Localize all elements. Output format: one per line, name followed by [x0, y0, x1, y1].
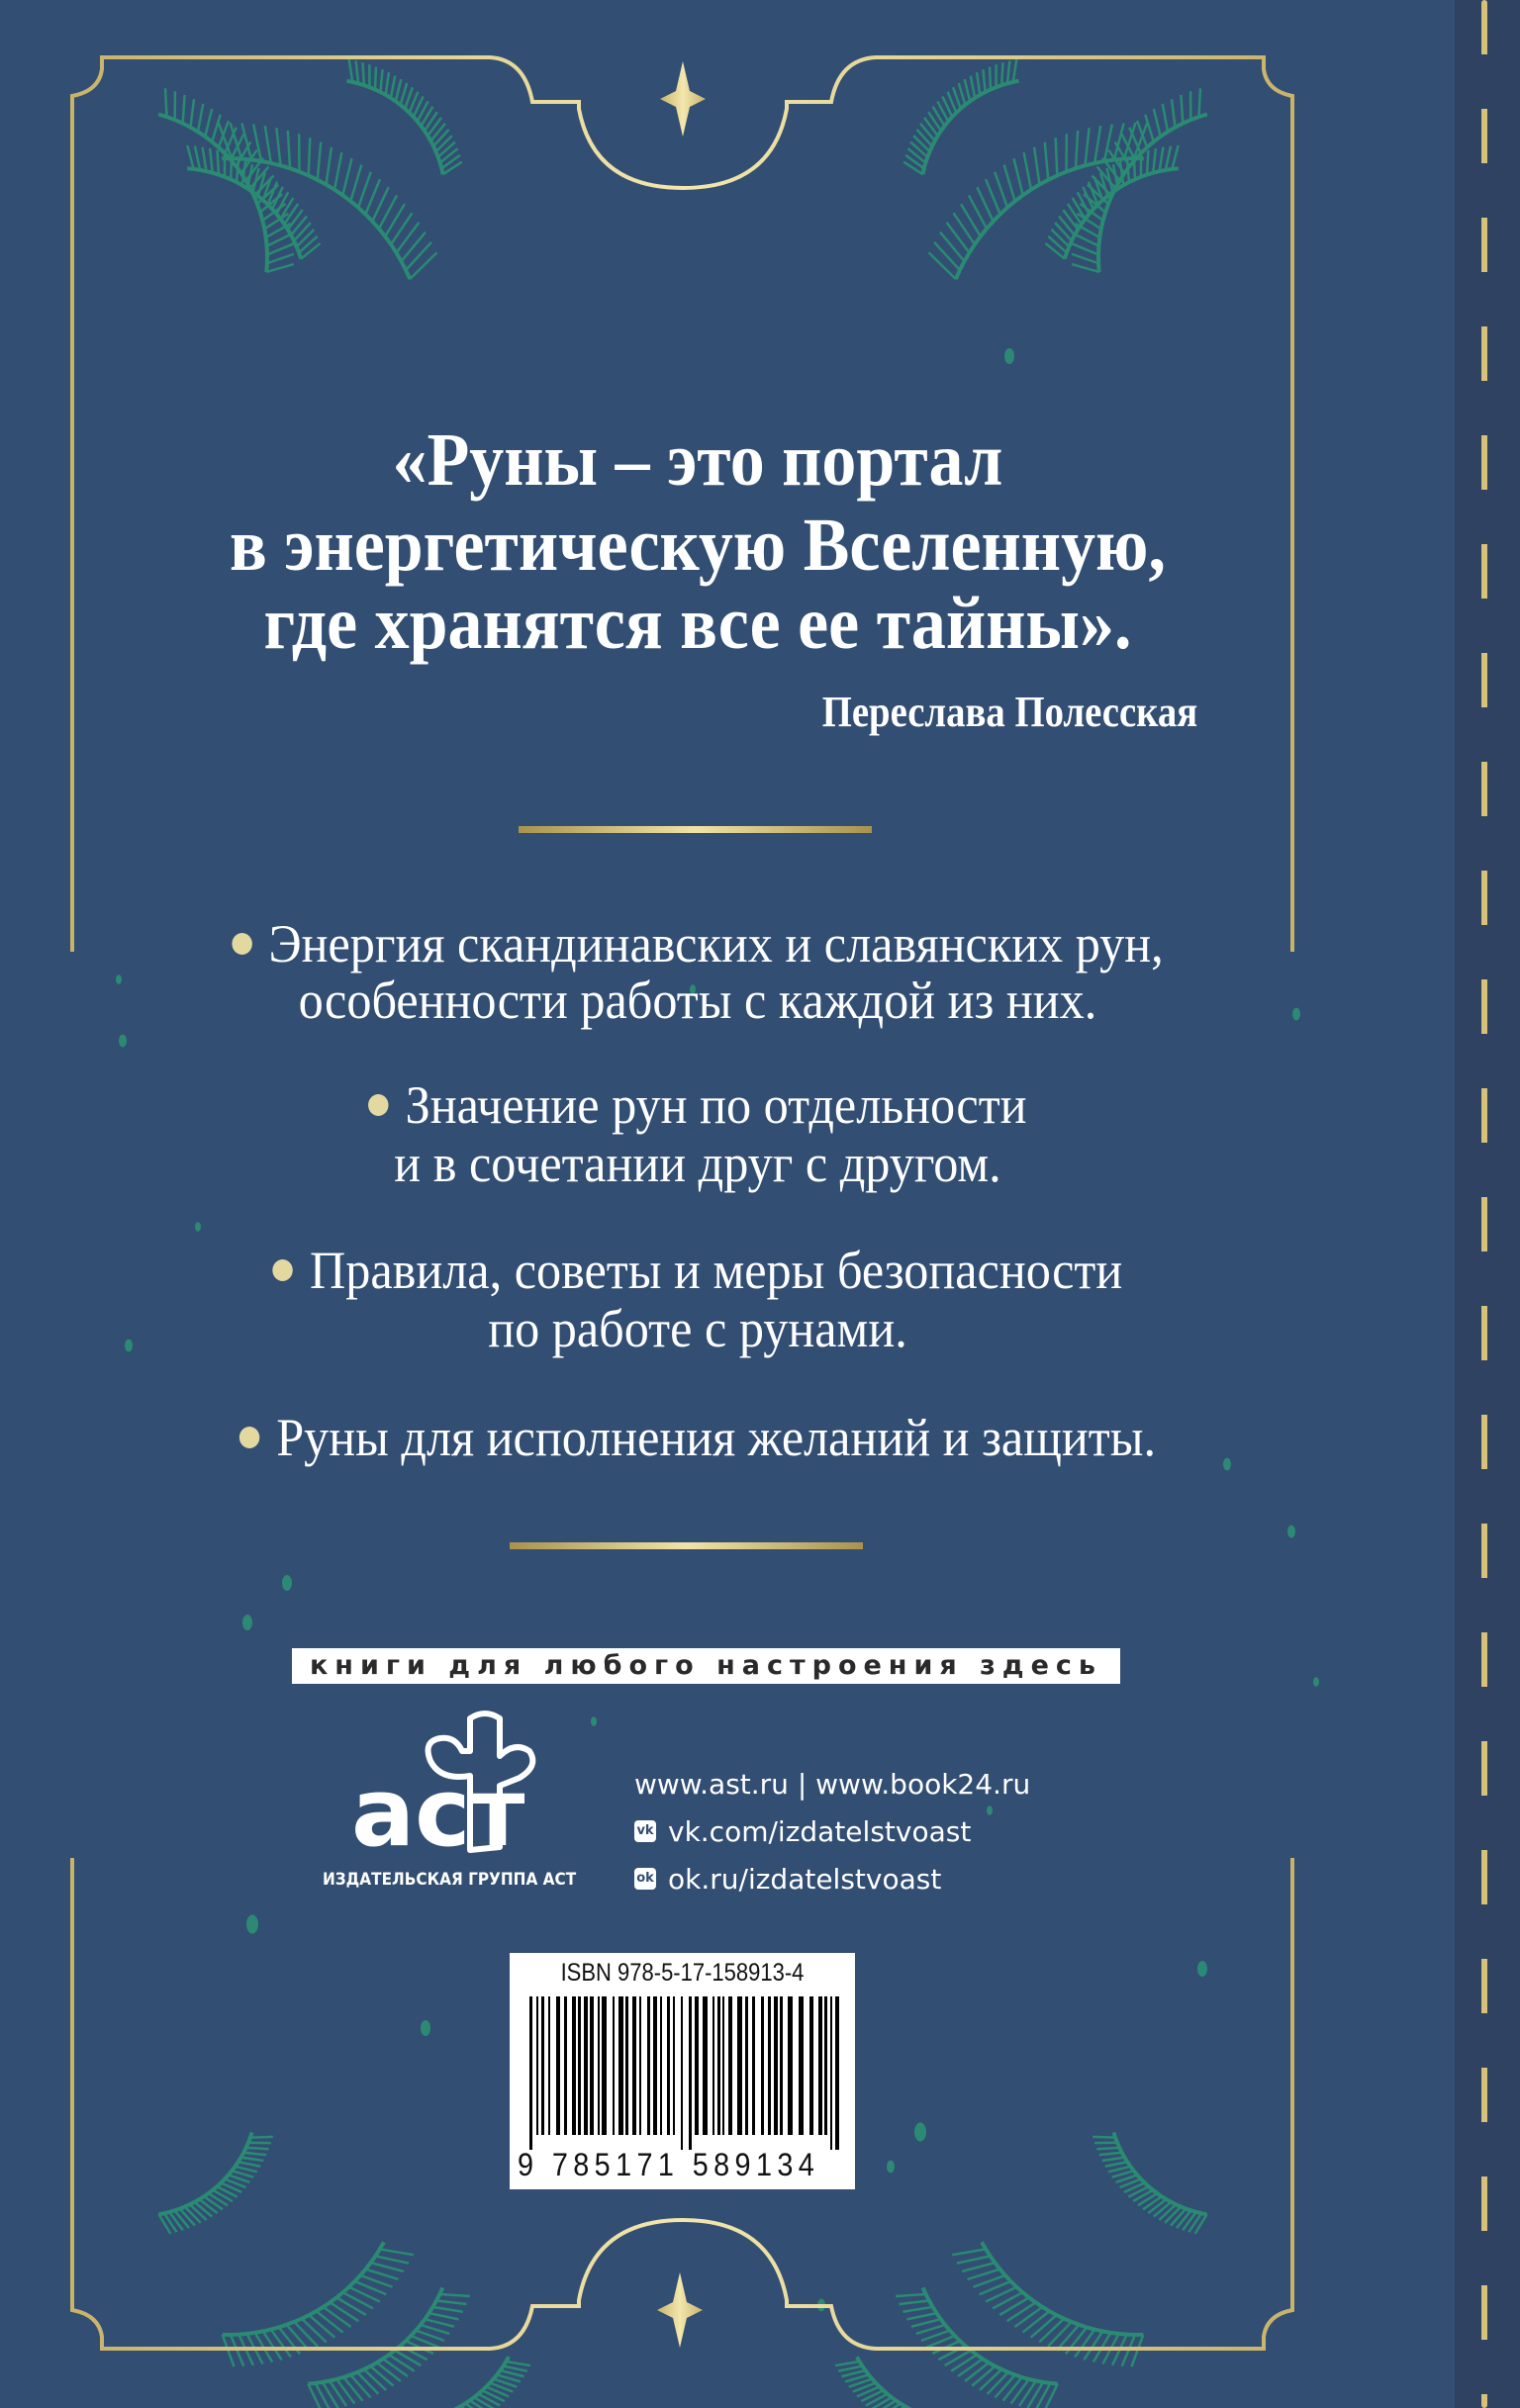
quote-author: Переслава Полесская — [821, 688, 1197, 736]
star-top-icon — [660, 61, 706, 137]
barcode-bar — [639, 1996, 641, 2135]
ast-logo — [351, 1707, 559, 1855]
star-dot — [887, 2161, 895, 2174]
star-dot — [987, 1806, 993, 1815]
logo-text: аст — [351, 1759, 525, 1855]
star-bottom-icon — [657, 2272, 703, 2348]
quote-line: в энергетическую Вселенную, — [230, 504, 1166, 587]
fern-leaf — [405, 2357, 530, 2408]
barcode-bar — [737, 1996, 742, 2135]
barcode-bar — [667, 1996, 670, 2135]
barcode-bar — [647, 1996, 650, 2135]
barcode-bars — [527, 1996, 844, 2150]
barcode-bar — [536, 1996, 538, 2135]
fern-leaf — [1072, 88, 1207, 272]
barcode-bar — [572, 1996, 576, 2135]
ok-link[interactable]: ok ok.ru/izdatelstvoast — [634, 1863, 941, 1897]
barcode-bar — [745, 1996, 748, 2135]
gold-divider — [519, 826, 872, 833]
barcode-bar — [653, 1996, 657, 2135]
barcode-bar — [818, 1996, 822, 2135]
fern-leaf — [1092, 2133, 1206, 2234]
vk-icon: vk — [634, 1820, 656, 1842]
fern-leaf — [835, 2357, 961, 2408]
ok-icon: ok — [634, 1868, 656, 1890]
barcode-bar — [830, 1996, 832, 2150]
star-dot — [1197, 1961, 1207, 1977]
bullet-dot-icon — [368, 1094, 388, 1116]
star-dot — [242, 1615, 252, 1630]
star-dot — [195, 1222, 201, 1232]
barcode-bar — [824, 1996, 827, 2135]
barcode-bar — [774, 1996, 778, 2135]
barcode-bar — [717, 1996, 720, 2135]
barcode-bar — [761, 1996, 764, 2135]
barcode-bar — [564, 1996, 567, 2135]
fern-leaf — [219, 123, 437, 279]
barcode-bar — [660, 1996, 662, 2135]
tagline-banner: книги для любого настроения здесь — [292, 1648, 1120, 1684]
star-dot — [914, 2122, 926, 2141]
fern-leaf — [346, 59, 461, 174]
barcode — [510, 1953, 855, 2189]
barcode-bar — [695, 1996, 699, 2135]
barcode-bar — [556, 1996, 560, 2135]
barcode-bar — [613, 1996, 615, 2135]
star-dot — [282, 1575, 292, 1591]
bullet-item-continuation: по работе с рунами. — [488, 1299, 907, 1358]
barcode-bar — [752, 1996, 755, 2135]
barcode-bar — [809, 1996, 813, 2135]
barcode-bar — [673, 1996, 675, 2135]
barcode-bar — [584, 1996, 588, 2135]
barcode-bar — [529, 1996, 532, 2150]
star-dot — [421, 2020, 430, 2036]
barcode-bar — [578, 1996, 581, 2135]
barcode-bar — [799, 1996, 804, 2135]
barcode-bar — [689, 1996, 692, 2150]
barcode-bar — [780, 1996, 783, 2135]
star-dot — [1004, 348, 1014, 364]
barcode-bar — [548, 1996, 550, 2135]
star-dot — [1313, 1677, 1319, 1687]
barcode-bar — [835, 1996, 839, 2150]
barcode-bar — [598, 1996, 600, 2135]
publisher-caption: ИЗДАТЕЛЬСКАЯ ГРУППА АСТ — [323, 1870, 577, 1890]
fern-leaf — [929, 123, 1148, 279]
barcode-bar — [632, 1996, 636, 2135]
barcode-bar — [602, 1996, 607, 2135]
barcode-bar — [722, 1996, 724, 2135]
quote-line: «Руны – это портал — [392, 418, 1003, 502]
fern-leaf — [158, 2133, 272, 2234]
bullet-item: Правила, советы и меры безопасности — [48, 1242, 1346, 1299]
barcode-bar — [768, 1996, 771, 2135]
bullet-item: Энергия скандинавских и славянских рун, — [48, 915, 1346, 972]
bullet-item-continuation: и в сочетании друг с другом. — [394, 1134, 1001, 1193]
ean-number: 9 785171 589134 — [518, 2147, 820, 2182]
quote-line: где хранятся все ее тайны». — [263, 582, 1132, 665]
barcode-bar — [681, 1996, 683, 2150]
bullet-dot-icon — [232, 933, 251, 955]
star-dot — [246, 1914, 258, 1933]
barcode-bar — [590, 1996, 594, 2135]
star-dot — [1287, 1526, 1295, 1538]
barcode-bar — [788, 1996, 793, 2135]
bullet-item: Руны для исполнения желаний и защиты. — [48, 1409, 1346, 1466]
website-links[interactable]: www.ast.ru | www.book24.ru — [634, 1768, 1031, 1801]
gold-divider — [510, 1542, 863, 1549]
isbn-text: ISBN 978-5-17-158913-4 — [560, 1959, 805, 1987]
vk-link[interactable]: vk vk.com/izdatelstvoast — [634, 1815, 971, 1849]
bullet-dot-icon — [239, 1427, 259, 1448]
barcode-bar — [618, 1996, 623, 2135]
star-dot — [591, 1716, 597, 1726]
bullet-item: Значение рун по отдельности — [48, 1076, 1346, 1134]
barcode-bar — [712, 1996, 714, 2135]
fern-leaf — [903, 59, 1018, 174]
fern-leaf — [158, 88, 294, 272]
bullet-item-continuation: особенности работы с каждой из них. — [298, 971, 1097, 1030]
bullet-dot-icon — [273, 1259, 293, 1281]
barcode-bar — [728, 1996, 732, 2135]
barcode-bar — [541, 1996, 544, 2135]
star-dot — [119, 1035, 127, 1048]
barcode-bar — [625, 1996, 628, 2135]
barcode-bar — [703, 1996, 708, 2135]
